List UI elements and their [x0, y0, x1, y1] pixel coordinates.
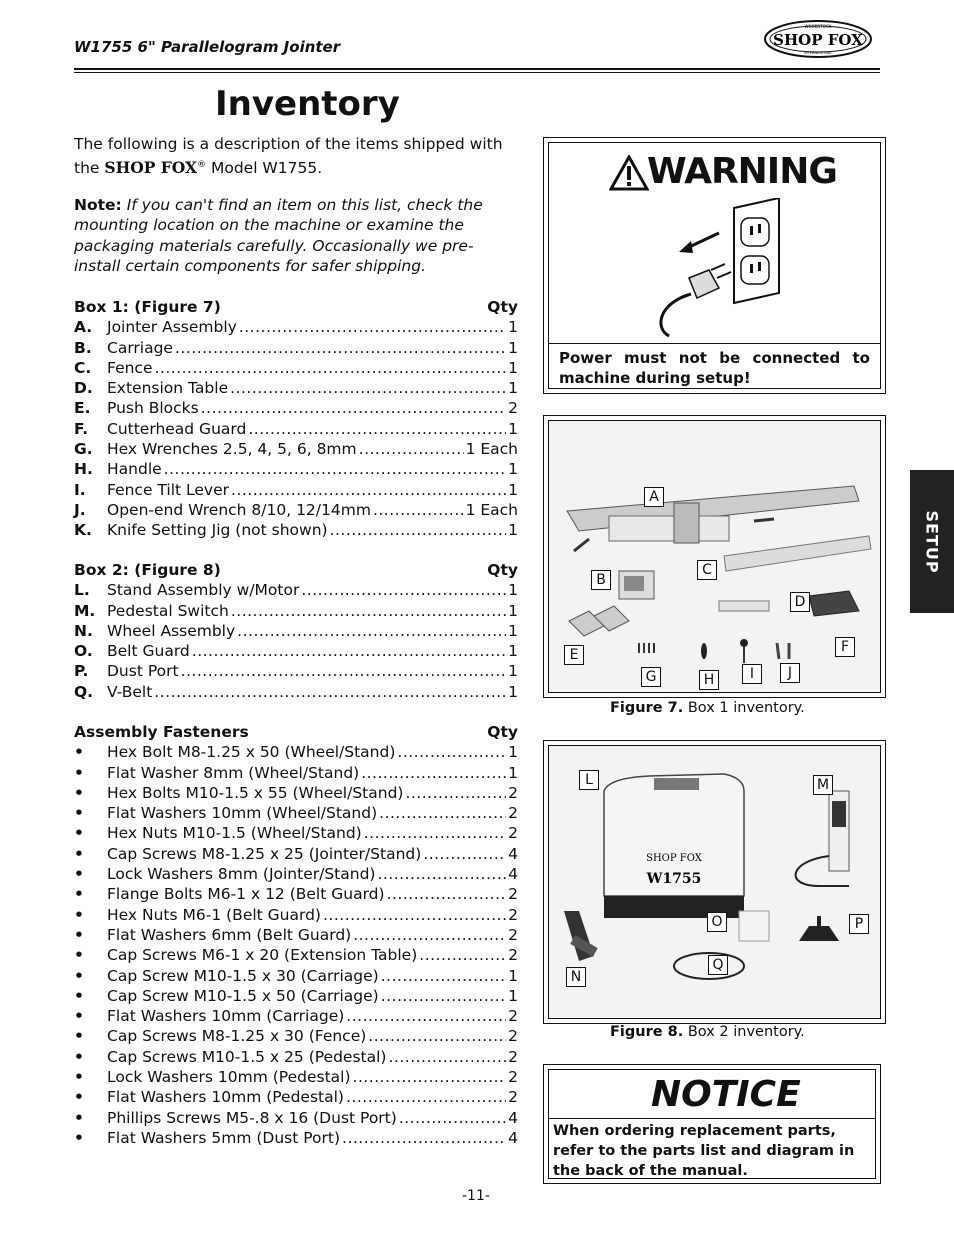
item-name: Cutterhead Guard	[107, 419, 247, 438]
item-qty: 1	[508, 743, 518, 762]
item-qty: 2	[508, 804, 518, 823]
intro-paragraph: The following is a description of the items shipped with the SHOP FOX® Model W1755.	[74, 135, 503, 177]
label-m: M	[813, 775, 833, 795]
item-name: Cap Screw M10-1.5 x 30 (Carriage)	[107, 966, 379, 985]
item-name: Dust Port	[107, 662, 179, 681]
assembly-item	[74, 1067, 518, 1087]
item-name: Cap Screws M6-1 x 20 (Extension Table)	[107, 946, 418, 965]
label-b: B	[591, 570, 611, 590]
item-letter: O.	[74, 642, 93, 661]
item-letter: N.	[74, 621, 93, 640]
box1-list	[74, 297, 518, 541]
item-letter: •	[74, 783, 84, 802]
box1-heading-row: Box 1: (Figure 7) Qty	[74, 298, 518, 316]
assembly-item	[74, 864, 518, 884]
label-e: E	[564, 645, 584, 665]
leader-dots	[239, 317, 506, 337]
item-letter: •	[74, 905, 84, 924]
label-a: A	[644, 487, 664, 507]
item-name: Jointer Assembly	[107, 318, 237, 337]
item-name: Lock Washers 10mm (Pedestal)	[107, 1068, 351, 1087]
item-letter: •	[74, 1027, 84, 1046]
item-name: Lock Washers 8mm (Jointer/Stand)	[107, 865, 376, 884]
leader-dots	[248, 419, 506, 439]
item-letter: •	[74, 763, 84, 782]
item-qty: 2	[508, 946, 518, 965]
item-qty: 1	[508, 986, 518, 1005]
item-letter: Q.	[74, 682, 94, 701]
warning-title: WARNING	[647, 151, 837, 192]
leader-dots	[368, 1026, 506, 1046]
item-name: Flat Washers 10mm (Carriage)	[107, 1007, 345, 1026]
item-letter: •	[74, 804, 84, 823]
note-text: If you can't find an item on this list, check the mounting location on the machine or examine the packaging materials carefully. Occasionally we pre-install certain components for safer shipping.	[74, 196, 483, 275]
leader-dots	[353, 925, 506, 945]
item-letter: •	[74, 986, 84, 1005]
item-letter: •	[74, 1088, 84, 1107]
box1-item	[74, 378, 518, 398]
item-letter: H.	[74, 460, 93, 479]
box1-item	[74, 459, 518, 479]
leader-dots	[377, 864, 506, 884]
item-letter: L.	[74, 581, 90, 600]
assembly-item	[74, 844, 518, 864]
leader-dots	[381, 986, 506, 1006]
item-letter: •	[74, 1108, 84, 1127]
box1-item	[74, 398, 518, 418]
item-qty: 2	[508, 783, 518, 802]
assembly-item	[74, 1128, 518, 1148]
item-name: Cap Screws M8-1.25 x 25 (Jointer/Stand)	[107, 844, 422, 863]
leader-dots	[361, 763, 506, 783]
assembly-item	[74, 905, 518, 925]
item-name: Flat Washers 5mm (Dust Port)	[107, 1128, 341, 1147]
assembly-item	[74, 1047, 518, 1067]
item-name: Stand Assembly w/Motor	[107, 581, 300, 600]
assembly-item	[74, 925, 518, 945]
item-name: Flange Bolts M6-1 x 12 (Belt Guard)	[107, 885, 385, 904]
leader-dots	[379, 803, 506, 823]
item-letter: •	[74, 885, 84, 904]
item-qty: 4	[508, 844, 518, 863]
item-qty: 1 Each	[465, 440, 518, 459]
figure-8-caption: Figure 8. Box 2 inventory.	[610, 1024, 805, 1040]
item-name: Hex Bolt M8-1.25 x 50 (Wheel/Stand)	[107, 743, 396, 762]
item-qty: 1	[508, 601, 518, 620]
box1-item	[74, 500, 518, 520]
box1-item	[74, 419, 518, 439]
item-name: Hex Wrenches 2.5, 4, 5, 6, 8mm	[107, 440, 357, 459]
item-qty: 1	[508, 338, 518, 357]
item-name: Pedestal Switch	[107, 601, 229, 620]
item-qty: 1	[508, 682, 518, 701]
item-qty: 2	[508, 925, 518, 944]
header-rule	[74, 68, 880, 70]
item-qty: 2	[508, 1068, 518, 1087]
item-letter: E.	[74, 399, 91, 418]
item-name: Hex Nuts M6-1 (Belt Guard)	[107, 905, 321, 924]
note-paragraph	[74, 195, 518, 276]
item-name: Fence	[107, 358, 153, 377]
leader-dots	[364, 823, 506, 843]
leader-dots	[192, 641, 506, 661]
item-name: Flat Washers 6mm (Belt Guard)	[107, 925, 352, 944]
notice-text: When ordering replacement parts, refer to the parts list and diagram in the back of the manual.	[549, 1118, 875, 1183]
leader-dots	[231, 480, 506, 500]
item-letter: K.	[74, 521, 92, 540]
label-n: N	[566, 967, 586, 987]
figure-7-caption: Figure 7. Box 1 inventory.	[610, 700, 805, 716]
item-name: Cap Screw M10-1.5 x 50 (Carriage)	[107, 986, 379, 1005]
item-qty: 4	[508, 865, 518, 884]
box1-item	[74, 358, 518, 378]
item-name: Belt Guard	[107, 642, 190, 661]
label-h: H	[699, 670, 719, 690]
assembly-item	[74, 803, 518, 823]
item-name: Flat Washers 10mm (Pedestal)	[107, 1088, 344, 1107]
item-qty: 1	[508, 379, 518, 398]
leader-dots	[388, 1047, 506, 1067]
figure-7	[543, 415, 886, 698]
box1-item	[74, 480, 518, 500]
item-letter: M.	[74, 601, 96, 620]
label-d: D	[790, 592, 810, 612]
shop-fox-logo	[764, 20, 872, 58]
item-letter: •	[74, 1007, 84, 1026]
box2-item	[74, 621, 518, 641]
leader-dots	[237, 621, 506, 641]
leader-dots	[231, 601, 506, 621]
svg-text:W1755: W1755	[646, 871, 702, 887]
item-qty: 1	[508, 419, 518, 438]
leader-dots	[399, 1108, 506, 1128]
item-name: Flat Washers 10mm (Wheel/Stand)	[107, 804, 378, 823]
item-name: V-Belt	[107, 682, 153, 701]
leader-dots	[419, 945, 506, 965]
item-name: Fence Tilt Lever	[107, 480, 230, 499]
label-c: C	[697, 560, 717, 580]
item-qty: 4	[508, 1128, 518, 1147]
item-letter: •	[74, 966, 84, 985]
item-name: Knife Setting Jig (not shown)	[107, 521, 328, 540]
item-letter: •	[74, 946, 84, 965]
item-name: Push Blocks	[107, 399, 199, 418]
leader-dots	[346, 1006, 506, 1026]
leader-dots	[181, 661, 507, 681]
item-letter: A.	[74, 318, 93, 337]
assembly-item	[74, 1108, 518, 1128]
leader-dots	[301, 580, 506, 600]
item-letter: •	[74, 844, 84, 863]
leader-dots	[405, 783, 506, 803]
item-qty: 1	[508, 581, 518, 600]
item-letter: •	[74, 824, 84, 843]
item-name: Wheel Assembly	[107, 621, 236, 640]
item-qty: 2	[508, 399, 518, 418]
item-qty: 1	[508, 763, 518, 782]
label-p: P	[849, 914, 869, 934]
item-letter: J.	[74, 500, 86, 519]
item-letter: •	[74, 1047, 84, 1066]
box1-item	[74, 338, 518, 358]
item-qty: 2	[508, 1047, 518, 1066]
item-qty: 1	[508, 480, 518, 499]
assembly-item	[74, 1006, 518, 1026]
assembly-item	[74, 966, 518, 986]
box2-item	[74, 641, 518, 661]
item-qty: 1 Each	[465, 500, 518, 519]
item-qty: 1	[508, 662, 518, 681]
unplugged-cord-icon	[629, 198, 819, 338]
item-letter: F.	[74, 419, 89, 438]
leader-dots	[164, 459, 506, 479]
svg-text:INTERNATIONAL: INTERNATIONAL	[803, 51, 833, 55]
warning-text: Power must not be connected to machine during setup!	[549, 343, 880, 392]
item-letter: •	[74, 1128, 84, 1147]
item-qty: 1	[508, 460, 518, 479]
leader-dots	[397, 742, 506, 762]
header-rule-thin	[74, 72, 880, 73]
leader-dots	[154, 682, 506, 702]
page-title: Inventory	[215, 84, 400, 124]
item-letter: B.	[74, 338, 92, 357]
label-i: I	[742, 664, 762, 684]
leader-dots	[323, 905, 506, 925]
assembly-item	[74, 986, 518, 1006]
notice-title: NOTICE	[651, 1074, 801, 1115]
item-name: Cap Screws M8-1.25 x 30 (Fence)	[107, 1027, 367, 1046]
assembly-item	[74, 763, 518, 783]
item-letter: •	[74, 1068, 84, 1087]
assembly-item	[74, 1087, 518, 1107]
leader-dots	[342, 1128, 506, 1148]
note-label: Note:	[74, 196, 122, 214]
leader-dots	[381, 966, 506, 986]
leader-dots	[155, 358, 507, 378]
assembly-item	[74, 823, 518, 843]
item-name: Flat Washer 8mm (Wheel/Stand)	[107, 763, 360, 782]
item-name: Handle	[107, 460, 162, 479]
leader-dots	[387, 884, 507, 904]
svg-text:WOODSTOCK: WOODSTOCK	[804, 24, 832, 29]
svg-text:SHOP FOX: SHOP FOX	[773, 31, 863, 49]
leader-dots	[359, 439, 464, 459]
leader-dots	[353, 1067, 507, 1087]
assembly-item	[74, 945, 518, 965]
item-letter: P.	[74, 662, 89, 681]
item-name: Extension Table	[107, 379, 229, 398]
item-letter: I.	[74, 480, 86, 499]
box2-heading-row: Box 2: (Figure 8) Qty	[74, 561, 518, 579]
item-qty: 2	[508, 885, 518, 904]
leader-dots	[346, 1087, 506, 1107]
item-qty: 1	[508, 521, 518, 540]
item-qty: 1	[508, 318, 518, 337]
manual-title: W1755 6" Parallelogram Jointer	[74, 38, 341, 56]
leader-dots	[373, 500, 464, 520]
item-qty: 2	[508, 824, 518, 843]
item-qty: 2	[508, 1007, 518, 1026]
leader-dots	[175, 338, 506, 358]
svg-text:SHOP FOX: SHOP FOX	[646, 853, 702, 864]
item-letter: C.	[74, 358, 92, 377]
assembly-item	[74, 783, 518, 803]
label-j: J	[780, 663, 800, 683]
label-q: Q	[708, 955, 728, 975]
item-qty: 2	[508, 905, 518, 924]
leader-dots	[423, 844, 506, 864]
item-letter: •	[74, 743, 84, 762]
item-qty: 1	[508, 621, 518, 640]
setup-side-tab: SETUP	[910, 470, 954, 613]
item-letter: •	[74, 865, 84, 884]
assembly-item	[74, 1026, 518, 1046]
box2-item	[74, 601, 518, 621]
item-qty: 2	[508, 1027, 518, 1046]
box1-item	[74, 520, 518, 540]
box1-item	[74, 439, 518, 459]
label-l: L	[579, 770, 599, 790]
item-qty: 1	[508, 358, 518, 377]
leader-dots	[330, 520, 507, 540]
figure-8	[543, 740, 886, 1024]
notice-box	[543, 1064, 881, 1184]
item-name: Open-end Wrench 8/10, 12/14mm	[107, 500, 371, 519]
box2-item	[74, 580, 518, 600]
box2-item	[74, 682, 518, 702]
leader-dots	[230, 378, 506, 398]
brand-name: SHOP FOX	[104, 157, 198, 177]
label-g: G	[641, 667, 661, 687]
warning-triangle-icon	[609, 155, 649, 191]
warning-box	[543, 137, 886, 394]
label-o: O	[707, 912, 727, 932]
assembly-heading-row: Assembly Fasteners Qty	[74, 723, 518, 741]
box2-item	[74, 661, 518, 681]
item-name: Hex Bolts M10-1.5 x 55 (Wheel/Stand)	[107, 783, 404, 802]
item-name: Phillips Screws M5-.8 x 16 (Dust Port)	[107, 1108, 397, 1127]
item-qty: 1	[508, 642, 518, 661]
item-qty: 4	[508, 1108, 518, 1127]
item-letter: D.	[74, 379, 93, 398]
assembly-item	[74, 884, 518, 904]
page-number: -11-	[462, 1188, 490, 1204]
item-name: Cap Screws M10-1.5 x 25 (Pedestal)	[107, 1047, 387, 1066]
item-qty: 1	[508, 966, 518, 985]
item-qty: 2	[508, 1088, 518, 1107]
box1-parts-illustration	[549, 421, 880, 692]
box1-item	[74, 317, 518, 337]
label-f: F	[835, 637, 855, 657]
item-name: Hex Nuts M10-1.5 (Wheel/Stand)	[107, 824, 362, 843]
item-name: Carriage	[107, 338, 173, 357]
item-letter: •	[74, 925, 84, 944]
leader-dots	[201, 398, 506, 418]
box2-list	[74, 560, 518, 702]
assembly-item	[74, 742, 518, 762]
item-letter: G.	[74, 440, 93, 459]
assembly-fasteners-list	[74, 722, 518, 1148]
